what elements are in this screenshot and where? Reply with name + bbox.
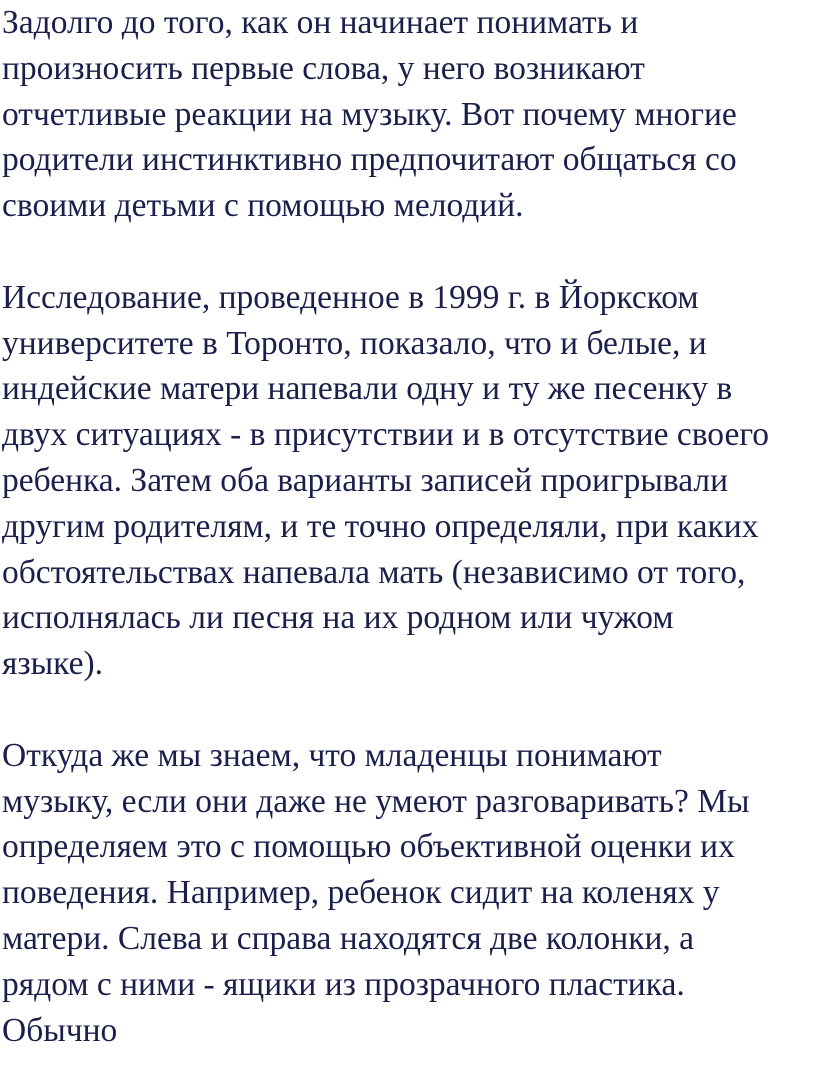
paragraph-spacer (2, 687, 814, 733)
text-line: двух ситуациях - в присутствии и в отсутствие своего (2, 416, 769, 454)
text-line: языке). (2, 645, 103, 683)
text-line: отчетливые реакции на музыку. Вот почему многие (2, 95, 737, 133)
text-line: исполнялась ли песня на их родном или чужом (2, 599, 674, 637)
text-line: матери. Слева и справа находятся две колонки, а (2, 919, 695, 957)
text-line: университете в Торонто, показало, что и белые, и (2, 324, 707, 362)
text-line: Исследование, проведенное в 1999 г. в Йоркском (2, 278, 699, 316)
text-line: родители инстинктивно предпочитают общаться со (2, 141, 737, 179)
text-line: музыку, если они даже не умеют разговаривать? Мы (2, 782, 750, 820)
text-line: своими детьми с помощью мелодий. (2, 187, 524, 225)
text-line: индейские матери напевали одну и ту же песенку в (2, 370, 733, 408)
text-line: произносить первые слова, у него возникают (2, 49, 645, 87)
paragraph-1 (2, 0, 814, 229)
document-page (2, 0, 814, 1053)
text-line: обстоятельствах напевала мать (независимо от того, (2, 553, 746, 591)
paragraph-2 (2, 275, 814, 687)
text-line: Задолго до того, как он начинает понимать и (2, 4, 639, 41)
text-line: ребенка. Затем оба варианты записей проигрывали (2, 461, 729, 499)
text-line: определяем это с помощью объективной оценки их (2, 828, 735, 866)
text-line: Обычно (2, 1011, 118, 1049)
text-line: другим родителям, и те точно определяли, при каких (2, 507, 759, 545)
text-line: рядом с ними - ящики из прозрачного пластика. (2, 965, 685, 1003)
paragraph-spacer (2, 229, 814, 275)
text-line: Откуда же мы знаем, что младенцы понимают (2, 736, 662, 774)
paragraph-3 (2, 733, 814, 1054)
text-line: поведения. Например, ребенок сидит на коленях у (2, 874, 720, 912)
